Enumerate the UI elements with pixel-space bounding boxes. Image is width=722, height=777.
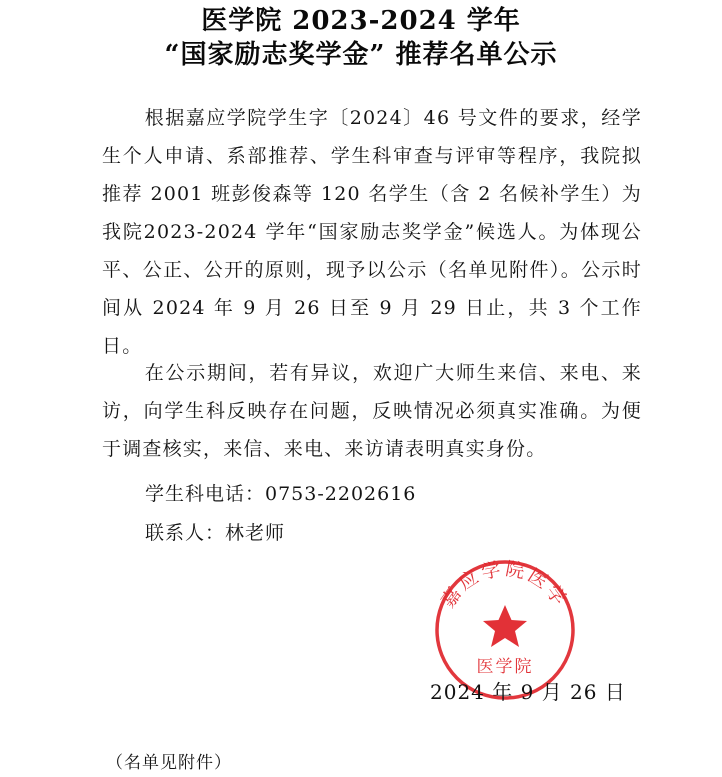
body-paragraph-objection: 在公示期间，若有异议，欢迎广大师生来信、来电、来访，向学生科反映存在问题，反映情况必须真实准确。为便于调查核实，来信、来电、来访请表明真实身份。	[102, 362, 642, 460]
office-phone-line: 学生科电话：0753-2202616	[145, 483, 417, 505]
seal-bottom-text: 医学院	[476, 657, 534, 677]
signature-date: 2024 年 9 月 26 日	[430, 680, 626, 704]
attachment-note: （名单见附件）	[106, 753, 232, 773]
svg-text:嘉应学院医学	[437, 558, 572, 612]
seal-star-icon	[483, 605, 527, 647]
contact-person-line: 联系人：林老师	[145, 522, 286, 544]
body-paragraph-announcement: 根据嘉应学院学生字〔2024〕46 号文件的要求，经学生个人申请、系部推荐、学生科审查与评审等程序，我院拟推荐 2001 班彭俊森等 120 名学生（含 2 名候补学生）为我院2023-2024 学年“国家励志奖学金”候选人。为体现公平、公正、公开的原则，现予以公示（名单见附件）。公示时间从 2024 年 9 月 26 日至 9 月 29 日止，共 3 个工作日。	[102, 107, 642, 357]
document-title-line2: “国家励志奖学金” 推荐名单公示	[164, 40, 558, 70]
seal-arc-text: 嘉应学院医学	[437, 557, 572, 612]
document-title-line1: 医学院 2023-2024 学年	[201, 6, 521, 36]
